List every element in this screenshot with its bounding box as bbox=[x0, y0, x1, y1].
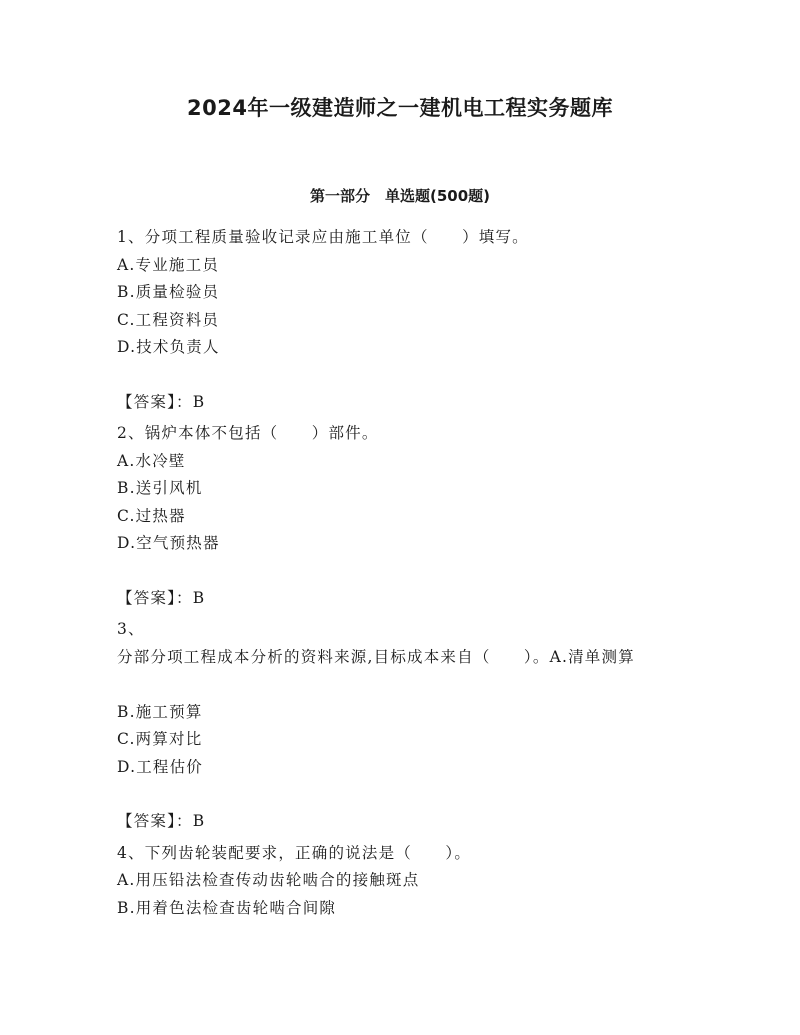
option-b: B.用着色法检查齿轮啮合间隙 bbox=[117, 898, 337, 917]
option-c: C.工程资料员 bbox=[117, 310, 220, 329]
question-1 bbox=[117, 224, 687, 416]
option-c: C.两算对比 bbox=[117, 730, 203, 748]
question-3 bbox=[117, 616, 687, 836]
question-number: 3、 bbox=[117, 620, 145, 638]
answer-label: 【答案】：B bbox=[117, 588, 206, 607]
question-stem: 1、分项工程质量验收记录应由施工单位（ ）填写。 bbox=[117, 228, 529, 246]
question-2 bbox=[117, 420, 687, 612]
question-stem: 分部分项工程成本分析的资料来源,目标成本来自（ ）。A.清单测算 bbox=[117, 647, 635, 666]
question-4 bbox=[117, 840, 687, 923]
option-d: D.工程估价 bbox=[117, 757, 204, 776]
option-d: D.技术负责人 bbox=[117, 338, 220, 356]
question-stem: 2、锅炉本体不包括（ ）部件。 bbox=[117, 424, 379, 442]
spacer bbox=[117, 362, 687, 389]
spacer bbox=[117, 558, 687, 585]
option-b: B.施工预算 bbox=[117, 702, 203, 721]
question-stem: 4、下列齿轮装配要求，正确的说法是（ ）。 bbox=[117, 843, 472, 862]
option-a: A.水冷壁 bbox=[117, 451, 186, 470]
option-d: D.空气预热器 bbox=[117, 534, 220, 552]
option-b: B.送引风机 bbox=[117, 479, 203, 497]
answer-label: 【答案】：B bbox=[117, 812, 206, 830]
option-b: B.质量检验员 bbox=[117, 283, 220, 301]
question-list bbox=[117, 224, 687, 922]
option-a: A.专业施工员 bbox=[117, 255, 220, 274]
option-a: A.用压铅法检查传动齿轮啮合的接触斑点 bbox=[117, 871, 420, 889]
section-heading: 第一部分 单选题(500题) bbox=[309, 187, 491, 205]
spacer bbox=[117, 781, 687, 808]
document-title: 2024年一级建造师之一建机电工程实务题库 bbox=[187, 96, 613, 120]
option-c: C.过热器 bbox=[117, 506, 186, 525]
answer-label: 【答案】：B bbox=[117, 392, 206, 411]
